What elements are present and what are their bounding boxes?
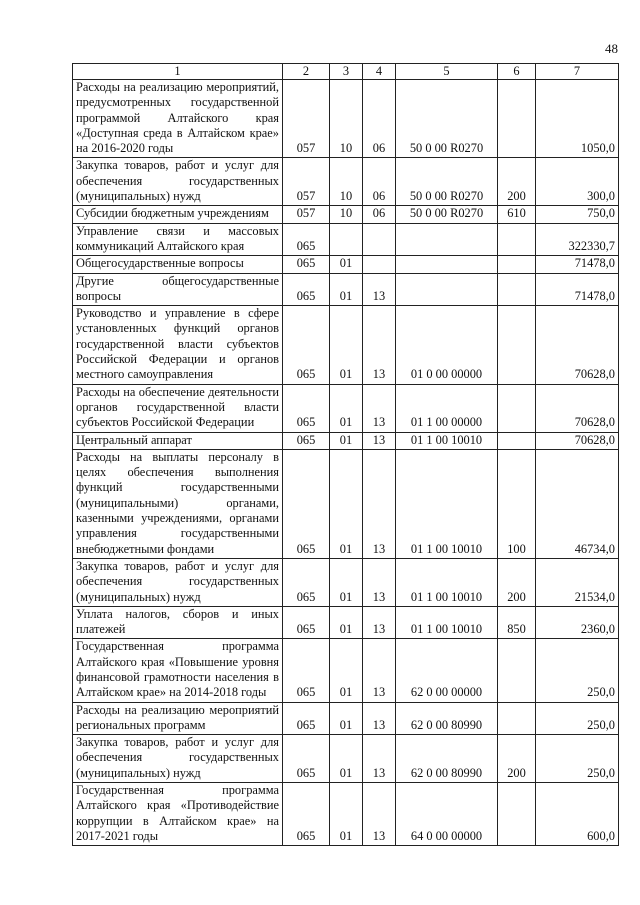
row-code-cell: 065 bbox=[283, 735, 330, 783]
row-name-cell: Субсидии бюджетным учреждениям bbox=[73, 206, 283, 223]
row-code-cell: 057 bbox=[283, 80, 330, 158]
row-name-cell: Руководство и управление в сфере установленных функций органов государственной власти субъектов Российской Федерации и органов местного самоуправления bbox=[73, 306, 283, 384]
row-name-cell: Уплата налогов, сборов и иных платежей bbox=[73, 606, 283, 639]
row-subsection-cell: 13 bbox=[363, 639, 396, 702]
row-section-cell bbox=[330, 223, 363, 256]
row-name-cell: Закупка товаров, работ и услуг для обеспечения государственных (муниципальных) нужд bbox=[73, 735, 283, 783]
row-name-cell: Государственная программа Алтайского края «Повышение уровня финансовой грамотности населения в Алтайском крае» на 2014-2018 годы bbox=[73, 639, 283, 702]
row-amount-cell: 70628,0 bbox=[536, 306, 619, 384]
row-code-cell: 065 bbox=[283, 432, 330, 449]
table-row bbox=[73, 702, 619, 735]
row-section-cell: 01 bbox=[330, 783, 363, 846]
row-type-cell bbox=[498, 432, 536, 449]
row-subsection-cell: 06 bbox=[363, 158, 396, 206]
table-row bbox=[73, 273, 619, 306]
row-section-cell: 01 bbox=[330, 432, 363, 449]
row-code-cell: 065 bbox=[283, 606, 330, 639]
row-code-cell: 065 bbox=[283, 306, 330, 384]
row-amount-cell: 250,0 bbox=[536, 702, 619, 735]
row-type-cell bbox=[498, 273, 536, 306]
row-section-cell: 10 bbox=[330, 158, 363, 206]
column-header: 5 bbox=[396, 64, 498, 80]
row-section-cell: 01 bbox=[330, 735, 363, 783]
row-subsection-cell: 13 bbox=[363, 384, 396, 432]
row-type-cell: 610 bbox=[498, 206, 536, 223]
column-header: 1 bbox=[73, 64, 283, 80]
row-code-cell: 057 bbox=[283, 158, 330, 206]
row-section-cell: 01 bbox=[330, 273, 363, 306]
row-code-cell: 065 bbox=[283, 783, 330, 846]
row-target-cell bbox=[396, 273, 498, 306]
table-row bbox=[73, 306, 619, 384]
table-row bbox=[73, 256, 619, 273]
row-subsection-cell: 13 bbox=[363, 735, 396, 783]
row-type-cell: 200 bbox=[498, 735, 536, 783]
row-name-cell: Общегосударственные вопросы bbox=[73, 256, 283, 273]
row-name-cell: Расходы на выплаты персоналу в целях обеспечения выполнения функций государственными (муниципальными) органами, казенными учреждениями, органами управления государственными внебюджетными фондами bbox=[73, 449, 283, 558]
row-target-cell: 01 1 00 00000 bbox=[396, 384, 498, 432]
row-amount-cell: 250,0 bbox=[536, 639, 619, 702]
column-header: 4 bbox=[363, 64, 396, 80]
row-target-cell: 01 1 00 10010 bbox=[396, 606, 498, 639]
row-target-cell bbox=[396, 256, 498, 273]
table-row bbox=[73, 558, 619, 606]
row-code-cell: 065 bbox=[283, 223, 330, 256]
row-amount-cell: 250,0 bbox=[536, 735, 619, 783]
table-row bbox=[73, 783, 619, 846]
row-target-cell: 01 1 00 10010 bbox=[396, 558, 498, 606]
table-row bbox=[73, 735, 619, 783]
row-name-cell: Управление связи и массовых коммуникаций Алтайского края bbox=[73, 223, 283, 256]
row-name-cell: Расходы на реализацию мероприятий, предусмотренных государственной программой Алтайского края «Доступная среда в Алтайском крае» на 2016-2020 годы bbox=[73, 80, 283, 158]
row-section-cell: 01 bbox=[330, 256, 363, 273]
column-header: 7 bbox=[536, 64, 619, 80]
row-target-cell: 50 0 00 R0270 bbox=[396, 206, 498, 223]
row-name-cell: Другие общегосударственные вопросы bbox=[73, 273, 283, 306]
row-target-cell: 62 0 00 00000 bbox=[396, 639, 498, 702]
table-row bbox=[73, 432, 619, 449]
table-row bbox=[73, 80, 619, 158]
row-code-cell: 065 bbox=[283, 702, 330, 735]
table-header-row bbox=[73, 64, 619, 80]
row-section-cell: 01 bbox=[330, 449, 363, 558]
row-name-cell: Центральный аппарат bbox=[73, 432, 283, 449]
row-amount-cell: 322330,7 bbox=[536, 223, 619, 256]
row-type-cell bbox=[498, 639, 536, 702]
row-subsection-cell: 13 bbox=[363, 273, 396, 306]
table-row bbox=[73, 606, 619, 639]
table-row bbox=[73, 158, 619, 206]
table-row bbox=[73, 206, 619, 223]
row-section-cell: 01 bbox=[330, 702, 363, 735]
row-name-cell: Расходы на обеспечение деятельности органов государственной власти субъектов Российской Федерации bbox=[73, 384, 283, 432]
row-type-cell bbox=[498, 702, 536, 735]
row-target-cell: 01 1 00 10010 bbox=[396, 432, 498, 449]
budget-table bbox=[72, 63, 619, 846]
row-code-cell: 065 bbox=[283, 449, 330, 558]
row-name-cell: Государственная программа Алтайского края «Противодействие коррупции в Алтайском крае» на 2017-2021 годы bbox=[73, 783, 283, 846]
row-type-cell bbox=[498, 783, 536, 846]
row-code-cell: 065 bbox=[283, 384, 330, 432]
row-subsection-cell: 06 bbox=[363, 80, 396, 158]
column-header: 6 bbox=[498, 64, 536, 80]
row-code-cell: 065 bbox=[283, 558, 330, 606]
row-subsection-cell: 13 bbox=[363, 606, 396, 639]
table-row bbox=[73, 449, 619, 558]
row-subsection-cell bbox=[363, 256, 396, 273]
row-amount-cell: 71478,0 bbox=[536, 273, 619, 306]
row-target-cell bbox=[396, 223, 498, 256]
row-target-cell: 62 0 00 80990 bbox=[396, 735, 498, 783]
row-section-cell: 01 bbox=[330, 306, 363, 384]
row-section-cell: 10 bbox=[330, 206, 363, 223]
row-amount-cell: 1050,0 bbox=[536, 80, 619, 158]
row-type-cell bbox=[498, 80, 536, 158]
row-amount-cell: 71478,0 bbox=[536, 256, 619, 273]
row-amount-cell: 46734,0 bbox=[536, 449, 619, 558]
row-type-cell: 200 bbox=[498, 158, 536, 206]
row-section-cell: 01 bbox=[330, 558, 363, 606]
row-type-cell bbox=[498, 384, 536, 432]
row-code-cell: 065 bbox=[283, 256, 330, 273]
row-subsection-cell: 13 bbox=[363, 558, 396, 606]
row-type-cell: 200 bbox=[498, 558, 536, 606]
row-section-cell: 01 bbox=[330, 606, 363, 639]
row-subsection-cell: 13 bbox=[363, 702, 396, 735]
table-row bbox=[73, 223, 619, 256]
row-target-cell: 64 0 00 00000 bbox=[396, 783, 498, 846]
row-type-cell bbox=[498, 223, 536, 256]
row-type-cell bbox=[498, 256, 536, 273]
table-row bbox=[73, 639, 619, 702]
row-amount-cell: 70628,0 bbox=[536, 384, 619, 432]
row-target-cell: 01 0 00 00000 bbox=[396, 306, 498, 384]
row-amount-cell: 750,0 bbox=[536, 206, 619, 223]
row-amount-cell: 600,0 bbox=[536, 783, 619, 846]
row-subsection-cell: 13 bbox=[363, 449, 396, 558]
row-type-cell: 850 bbox=[498, 606, 536, 639]
row-subsection-cell: 13 bbox=[363, 783, 396, 846]
row-target-cell: 50 0 00 R0270 bbox=[396, 80, 498, 158]
row-name-cell: Закупка товаров, работ и услуг для обеспечения государственных (муниципальных) нужд bbox=[73, 558, 283, 606]
row-code-cell: 065 bbox=[283, 639, 330, 702]
row-type-cell: 100 bbox=[498, 449, 536, 558]
row-target-cell: 01 1 00 10010 bbox=[396, 449, 498, 558]
page-number: 48 bbox=[605, 41, 618, 56]
row-amount-cell: 2360,0 bbox=[536, 606, 619, 639]
column-header: 2 bbox=[283, 64, 330, 80]
row-amount-cell: 300,0 bbox=[536, 158, 619, 206]
row-subsection-cell: 13 bbox=[363, 306, 396, 384]
row-code-cell: 057 bbox=[283, 206, 330, 223]
row-amount-cell: 21534,0 bbox=[536, 558, 619, 606]
row-subsection-cell bbox=[363, 223, 396, 256]
row-section-cell: 10 bbox=[330, 80, 363, 158]
row-section-cell: 01 bbox=[330, 384, 363, 432]
row-target-cell: 50 0 00 R0270 bbox=[396, 158, 498, 206]
row-amount-cell: 70628,0 bbox=[536, 432, 619, 449]
row-type-cell bbox=[498, 306, 536, 384]
row-name-cell: Расходы на реализацию мероприятий региональных программ bbox=[73, 702, 283, 735]
row-subsection-cell: 13 bbox=[363, 432, 396, 449]
table-row bbox=[73, 384, 619, 432]
row-section-cell: 01 bbox=[330, 639, 363, 702]
row-name-cell: Закупка товаров, работ и услуг для обеспечения государственных (муниципальных) нужд bbox=[73, 158, 283, 206]
row-subsection-cell: 06 bbox=[363, 206, 396, 223]
row-target-cell: 62 0 00 80990 bbox=[396, 702, 498, 735]
row-code-cell: 065 bbox=[283, 273, 330, 306]
column-header: 3 bbox=[330, 64, 363, 80]
